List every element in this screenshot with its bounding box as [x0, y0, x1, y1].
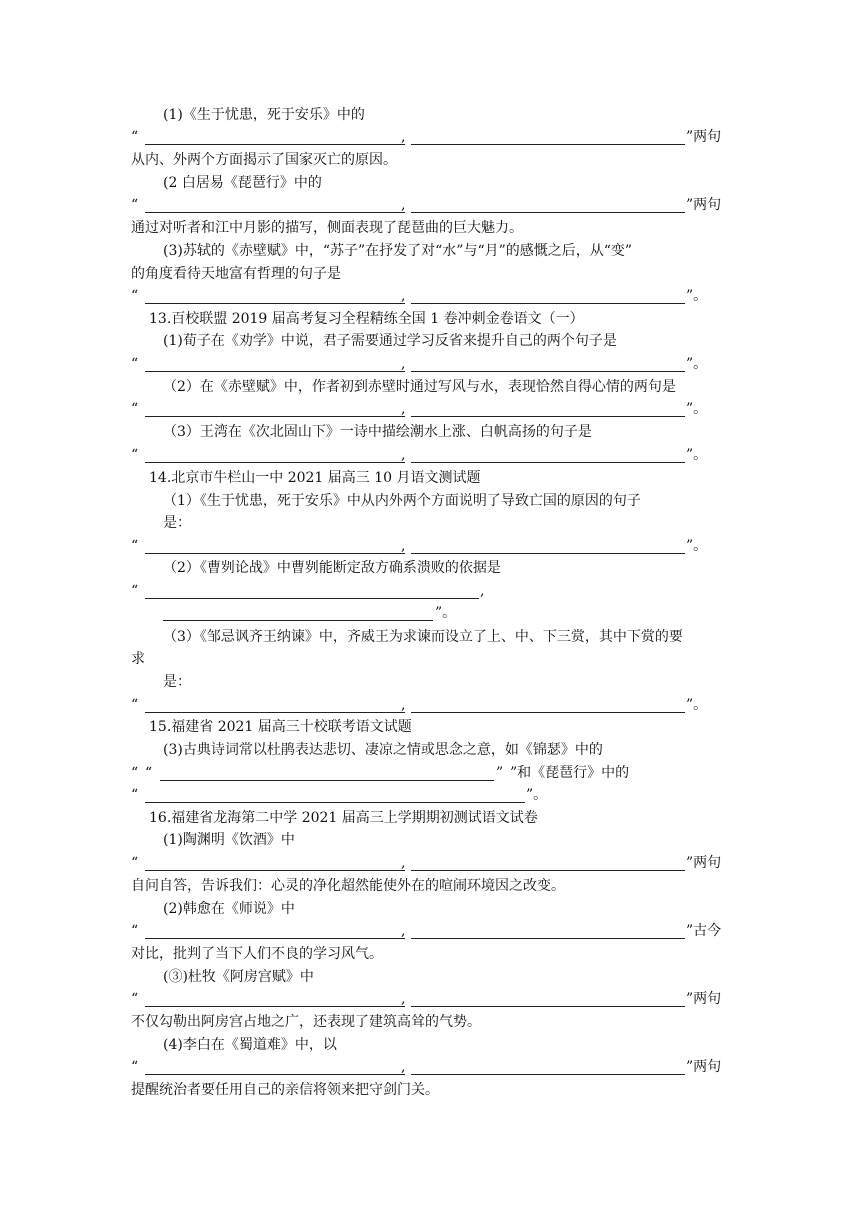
- section-header: [0, 308, 860, 330]
- answer-blank[interactable]: [145, 553, 405, 554]
- open-quote: “: [131, 787, 139, 803]
- line-tail: ”两句: [686, 991, 722, 1007]
- answer-blank[interactable]: [145, 303, 405, 304]
- answer-line: [0, 602, 860, 624]
- question-text: (1)荀子在《劝学》中说，君子需要通过学习反省来提升自己的两个句子是: [163, 333, 617, 349]
- answer-blank[interactable]: [411, 870, 685, 871]
- question-text: （3）《邹忌讽齐王纳谏》中，齐威王为求谏而设立了上、中、下三赏，其中下赏的要: [163, 629, 683, 645]
- blank-separator: ,: [401, 923, 406, 939]
- blank-separator: ,: [401, 697, 406, 713]
- line-tail: ”古今: [686, 923, 722, 939]
- question-continuation: [0, 217, 860, 239]
- question-text: 的角度看待天地富有哲理的句子是: [131, 266, 341, 282]
- question-continuation: [0, 943, 860, 965]
- question-text: (1)陶渊明《饮酒》中: [163, 832, 295, 848]
- question-intro: [0, 490, 860, 512]
- answer-line: [0, 852, 860, 874]
- section-title: 14.北京市牛栏山一中 2021 届高三 10 月语文测试题: [149, 470, 481, 486]
- open-quote: “: [131, 401, 139, 417]
- open-quote: “: [131, 855, 139, 871]
- line-tail: ”两句: [686, 129, 722, 145]
- answer-blank[interactable]: [411, 212, 685, 213]
- answer-blank[interactable]: [411, 144, 685, 145]
- blank-separator: ,: [401, 1059, 406, 1075]
- answer-line: [0, 920, 860, 942]
- question-intro: [0, 376, 860, 398]
- section-title: 16.福建省龙海第二中学 2021 届高三上学期期初测试语文试卷: [149, 810, 538, 826]
- blank-separator: ,: [401, 288, 406, 304]
- question-intro: [0, 172, 860, 194]
- question-text: 求: [131, 651, 145, 667]
- line-tail: ”两句: [686, 1059, 722, 1075]
- line-tail: ”。: [686, 288, 708, 304]
- answer-blank[interactable]: [145, 462, 405, 463]
- open-quote: “: [131, 991, 139, 1007]
- open-quote: “: [131, 288, 139, 304]
- question-intro: [0, 1034, 860, 1056]
- answer-line: [0, 194, 860, 216]
- question-text: (3)古典诗词常以杜鹃表达悲切、凄凉之情或思念之意，如《锦瑟》中的: [163, 742, 603, 758]
- open-quote: “: [131, 1059, 139, 1075]
- answer-blank[interactable]: [145, 870, 405, 871]
- answer-line: [0, 126, 860, 148]
- question-intro: [0, 240, 860, 262]
- answer-blank[interactable]: [145, 802, 525, 803]
- open-quote: “: [131, 197, 139, 213]
- answer-blank[interactable]: [411, 462, 685, 463]
- answer-blank[interactable]: [145, 212, 405, 213]
- blank-separator: ,: [401, 991, 406, 1007]
- line-tail: ”。: [686, 401, 708, 417]
- question-intro: [0, 330, 860, 352]
- answer-blank[interactable]: [145, 1006, 405, 1007]
- section-header: [0, 716, 860, 738]
- answer-blank[interactable]: [163, 620, 433, 621]
- answer-blank[interactable]: [145, 371, 405, 372]
- answer-line: [0, 398, 860, 420]
- blank-separator: ,: [401, 129, 406, 145]
- question-text: （1）《生于忧患，死于安乐》中从内外两个方面说明了导致亡国的原因的句子: [163, 493, 641, 509]
- open-quote: “: [131, 765, 139, 781]
- question-intro: [0, 966, 860, 988]
- line-tail: ”。: [526, 787, 548, 803]
- question-intro: [0, 421, 860, 443]
- answer-blank[interactable]: [145, 712, 405, 713]
- question-intro: [0, 104, 860, 126]
- question-intro-continued: [0, 671, 860, 693]
- question-intro-continued: [0, 512, 860, 534]
- question-text: （2）《曹刿论战》中曹刿能断定敌方确系溃败的依据是: [163, 560, 501, 576]
- open-quote: “: [131, 129, 139, 145]
- question-text: 提醒统治者要任用自己的亲信将领来把守剑门关。: [131, 1082, 439, 1098]
- answer-blank[interactable]: [145, 416, 405, 417]
- answer-line: [0, 580, 860, 602]
- question-continuation: [0, 1079, 860, 1101]
- section-header: [0, 467, 860, 489]
- answer-blank[interactable]: [145, 1074, 405, 1075]
- section-title: 13.百校联盟 2019 届高考复习全程精练全国 1 卷冲刺金卷语文（一）: [149, 311, 584, 327]
- answer-blank[interactable]: [411, 416, 685, 417]
- question-text: (2)韩愈在《师说》中: [163, 901, 295, 917]
- question-intro: [0, 557, 860, 579]
- section-header: [0, 807, 860, 829]
- answer-blank[interactable]: [411, 303, 685, 304]
- question-text: 是：: [163, 674, 191, 690]
- answer-blank[interactable]: [411, 1006, 685, 1007]
- question-continuation: [0, 875, 860, 897]
- answer-blank[interactable]: [411, 553, 685, 554]
- question-continuation: [0, 149, 860, 171]
- question-text: ”和《琵琶行》中的: [510, 765, 630, 781]
- answer-blank[interactable]: [145, 144, 405, 145]
- answer-blank[interactable]: [411, 712, 685, 713]
- question-continuation: [0, 1011, 860, 1033]
- question-text: 从内、外两个方面揭示了国家灭亡的原因。: [131, 152, 397, 168]
- question-text: (1)《生于忧患，死于安乐》中的: [163, 107, 365, 123]
- blank-separator: ,: [401, 447, 406, 463]
- blank-separator: ,: [480, 583, 485, 599]
- line-tail: ”。: [435, 605, 457, 621]
- question-text: 自问自答，告诉我们：心灵的净化超然能使外在的喧闹环境因之改变。: [131, 878, 565, 894]
- question-intro-continued: [0, 263, 860, 285]
- line-tail: ”。: [686, 356, 708, 372]
- answer-line: [0, 353, 860, 375]
- question-text: （3）王湾在《次北固山下》一诗中描绘潮水上涨、白帆高扬的句子是: [163, 424, 592, 440]
- question-text: 不仅勾勒出阿房宫占地之广，还表现了建筑高耸的气势。: [131, 1014, 481, 1030]
- question-text: 是：: [163, 515, 191, 531]
- answer-line: [0, 444, 860, 466]
- answer-line: [0, 988, 860, 1010]
- line-tail: ”两句: [686, 197, 722, 213]
- question-text: （2）在《赤壁赋》中，作者初到赤壁时通过写风与水，表现恰然自得心情的两句是: [163, 379, 676, 395]
- question-intro: [0, 626, 860, 648]
- answer-line: [0, 784, 860, 806]
- line-tail: ”两句: [686, 855, 722, 871]
- answer-blank[interactable]: [145, 938, 405, 939]
- blank-separator: ,: [401, 401, 406, 417]
- question-intro: [0, 898, 860, 920]
- answer-line: [0, 1056, 860, 1078]
- open-quote: “: [145, 765, 153, 781]
- question-text: 对比，批判了当下人们不良的学习风气。: [131, 946, 383, 962]
- blank-separator: ,: [401, 356, 406, 372]
- question-intro: [0, 829, 860, 851]
- answer-blank[interactable]: [160, 780, 494, 781]
- open-quote: “: [131, 583, 139, 599]
- line-tail: ”。: [686, 447, 708, 463]
- section-title: 15.福建省 2021 届高三十校联考语文试题: [149, 719, 412, 735]
- question-text: (2 白居易《琵琶行》中的: [163, 175, 322, 191]
- question-text: 通过对听者和江中月影的描写，侧面表现了琵琶曲的巨大魅力。: [131, 220, 523, 236]
- question-text: (③)杜牧《阿房宫赋》中: [163, 969, 314, 985]
- line-tail: ”。: [686, 697, 708, 713]
- answer-blank[interactable]: [411, 938, 685, 939]
- question-intro-continued: [0, 648, 860, 670]
- blank-separator: ,: [401, 197, 406, 213]
- question-intro: [0, 739, 860, 761]
- answer-line: [0, 694, 860, 716]
- answer-blank[interactable]: [411, 371, 685, 372]
- open-quote: “: [131, 538, 139, 554]
- answer-blank[interactable]: [411, 1074, 685, 1075]
- blank-separator: ,: [401, 538, 406, 554]
- open-quote: “: [131, 356, 139, 372]
- question-text: (3)苏轼的《赤壁赋》中，“苏子”在抒发了对“水”与“月”的感慨之后，从“变”: [163, 243, 633, 259]
- open-quote: “: [131, 447, 139, 463]
- blank-separator: ,: [401, 855, 406, 871]
- answer-blank[interactable]: [145, 598, 479, 599]
- answer-line: [0, 762, 860, 784]
- line-tail: ”。: [686, 538, 708, 554]
- answer-line: [0, 285, 860, 307]
- close-quote: ”: [496, 765, 504, 781]
- answer-line: [0, 535, 860, 557]
- question-text: (4)李白在《蜀道难》中，以: [163, 1037, 337, 1053]
- open-quote: “: [131, 697, 139, 713]
- open-quote: “: [131, 923, 139, 939]
